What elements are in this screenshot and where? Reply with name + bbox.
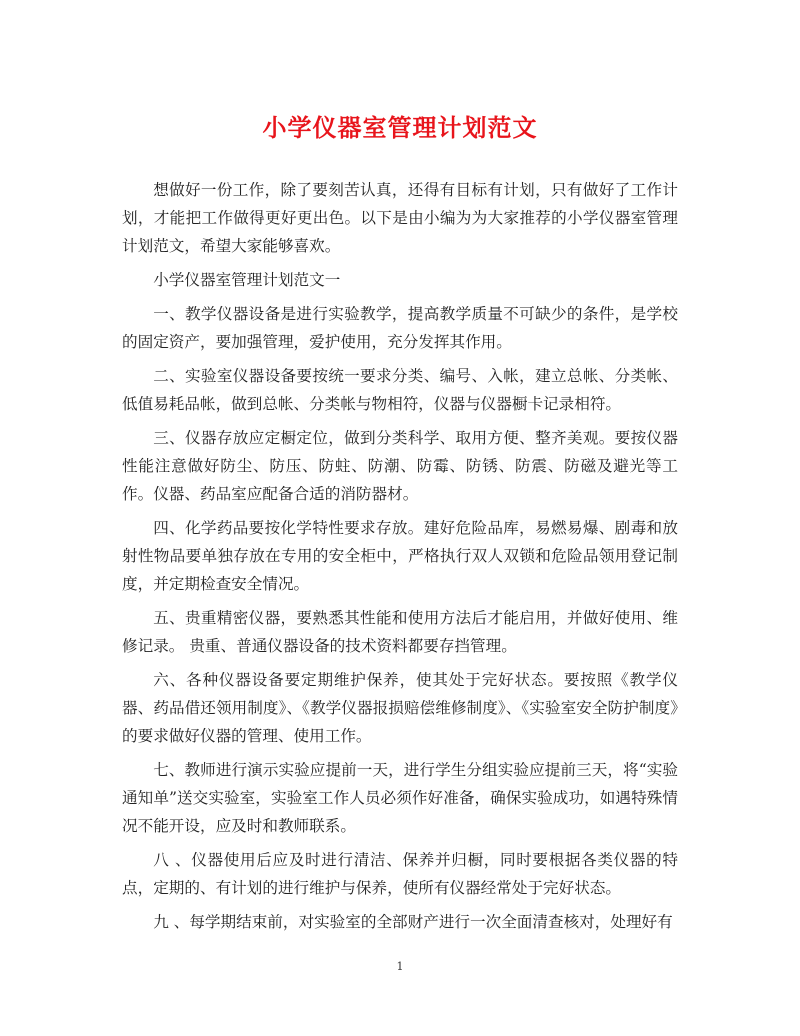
body-paragraph: 一、教学仪器设备是进行实验教学，提高教学质量不可缺少的条件，是学校的固定资产，要加强管理，爱护使用，充分发挥其作用。 — [122, 305, 678, 351]
body-paragraph: 七、教师进行演示实验应提前一天，进行学生分组实验应提前三天，将“实验通知单”送交实验室，实验室工作人员必须作好准备，确保实验成功，如遇特殊情况不能开设，应及时和教师联系。 — [122, 761, 678, 835]
body-paragraph: 五、贵重精密仪器，要熟悉其性能和使用方法后才能启用，并做好使用、维修记录。 贵重、普通仪器设备的技术资料都要存挡管理。 — [122, 609, 678, 655]
intro-paragraph: 想做好一份工作，除了要刻苦认真，还得有目标有计划，只有做好了工作计划，才能把工作做得更好更出色。以下是由小编为为大家推荐的小学仪器室管理计划范文，希望大家能够喜欢。 — [122, 181, 678, 255]
document-body — [122, 176, 678, 942]
body-paragraph: 三、仪器存放应定橱定位，做到分类科学、取用方便、整齐美观。要按仪器性能注意做好防尘、防压、防蛀、防潮、防霉、防锈、防震、防磁及避光等工作。仪器、药品室应配备合适的消防器材。 — [122, 429, 678, 503]
body-paragraph: 二、实验室仪器设备要按统一要求分类、编号、入帐，建立总帐、分类帐、低值易耗品帐，做到总帐、分类帐与物相符，仪器与仪器橱卡记录相符。 — [122, 367, 678, 413]
body-paragraph: 六、各种仪器设备要定期维护保养，使其处于完好状态。要按照《教学仪器、药品借还领用制度》、《教学仪器报损赔偿维修制度》、《实验室安全防护制度》的要求做好仪器的管理、使用工作。 — [122, 671, 678, 745]
body-paragraph: 九 、每学期结束前，对实验室的全部财产进行一次全面清查核对，处理好有 — [153, 913, 673, 931]
body-paragraph: 四、化学药品要按化学特性要求存放。建好危险品库，易燃易爆、剧毒和放射性物品要单独存放在专用的安全柜中，严格执行双人双锁和危险品领用登记制度，并定期检查安全情况。 — [122, 519, 678, 593]
section-heading: 小学仪器室管理计划范文一 — [153, 271, 341, 289]
document-title: 小学仪器室管理计划范文 — [262, 113, 538, 142]
page-number: 1 — [396, 960, 404, 973]
body-paragraph: 八 、仪器使用后应及时进行清洁、保养并归橱，同时要根据各类仪器的特点，定期的、有计划的进行维护与保养，使所有仪器经常处于完好状态。 — [122, 851, 678, 897]
